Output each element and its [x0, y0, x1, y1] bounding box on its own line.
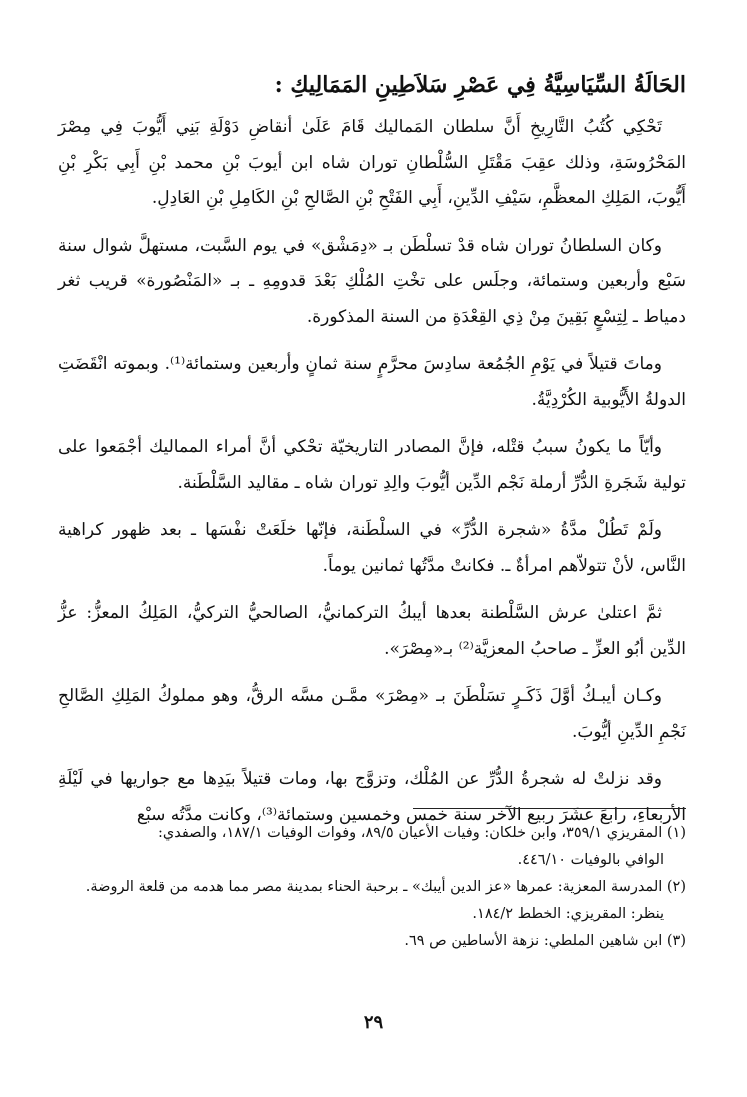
footnote-line: الوافي بالوفيات ٤٤٦/١٠. — [517, 852, 664, 868]
paragraph: وماتَ قتيلاً في يَوْمِ الجُمُعة سادِسَ محرَّمٍ سنة ثمانٍ وأربعين وستمائة⁽¹⁾. وبموته انْقَضَتِ الدولةُ الأَيُّوبية الكُرْدِيَّةُ. — [58, 354, 686, 410]
paragraph: تَحْكِي كُتُبُ التَّارِيخِ أَنَّ سلطان المَماليك قَامَ عَلَىٰ أنقاضِ دَوْلَةِ بَنِي أَيُّوبَ فِي مِصْرَ المَحْرُوسَةِ، وذلك عقِبَ مَقْتَلِ السُّلْطانِ توران شاه ابن أيوبَ بْنِ محمد بْنِ أَبِي بَكْرِ بْنِ أَيُّوبَ، المَلِكِ المعظَّمِ، سَيْفِ الدِّينِ، أَبِي الفَتْحِ بْنِ الصَّالحِ بْنِ الكَامِلِ بْنِ العَادِلِ. — [58, 117, 686, 208]
section-heading: الحَالَةُ السِّيَاسِيَّةُ فِي عَصْرِ سَلاَطِينِ المَمَالِيكِ : — [274, 72, 686, 98]
paragraph: وكان السلطانُ توران شاه قدْ تسلْطَن بـ «دِمَشْق» في يوم السَّبت، مستهلَّ شوال سنة سَبْع وأربعين وستمائة، وجلَس على تخْتِ المُلْكِ بَعْدَ قدومِهِ ـ بـ «المَنْصُورة» قريب ثغر دمياط ـ لِتِسْعٍ بَقِينَ مِنْ ذِي القِعْدَةِ من السنة المذكورة. — [58, 235, 686, 327]
paragraph: وقد نزلتْ له شجرةُ الدُّرِّ عن المُلْك، وتزوَّج بها، ومات قتيلاً بيَدِها مع جواريها في لَيْلَةِ الأربعاءِ، رابعَ عشَرَ ربيع الآخر سنة خمس وخمسين وستمائة⁽³⁾، وكانت مدَّتُه سبْع — [58, 769, 686, 825]
page-number: ٢٩ — [363, 1012, 384, 1033]
footnote-line: (٢) المدرسة المعزية: عمرها «عز الدين أيبك» ـ برحبة الحناء بمدينة مصر مما هدمه من قلعة الروضة. — [85, 879, 686, 895]
footnote-line: ينظر: المقريزي: الخطط ١٨٤/٢. — [472, 906, 664, 922]
main-text — [58, 64, 686, 845]
footnotes — [58, 820, 686, 955]
paragraph: ولَمْ تَطُلْ مدَّةُ «شجرة الدُّرِّ» في السلْطَنة، فإنّها خلَعَتْ نفْسَها ـ بعد ظهور كراهية النَّاس، لأنْ تتولاّهم امرأةٌ ـ. فكانتْ مدَّتُها ثمانين يوماً. — [58, 520, 686, 576]
paragraph: وكـان أيبـكُ أوَّلَ ذَكَـرٍ تسَلْطَنَ بـ «مِصْرَ» ممَّـن مسَّه الرقُّ، وهو مملوكُ المَلِكِ الصَّالحِ نَجْمِ الدِّينِ أيُّوبَ. — [58, 686, 686, 742]
paragraph: وأيّاً ما يكونُ سببُ قتْله، فإنَّ المصادر التاريخيّة تحْكي أنَّ أمراء المماليك أجْمَعوا على تولية شَجَرةِ الدُّرِّ أرملة نَجْم الدِّين أيُّوبَ والِدِ توران شاه ـ مقاليد السَّلْطَنة. — [58, 437, 686, 493]
footnote-line: (٣) ابن شاهين الملطي: نزهة الأساطين ص ٦٩. — [404, 933, 686, 949]
paragraph: ثمَّ اعتلىٰ عرش السَّلْطنة بعدها أيبكُ التركمانيُّ، الصالحيُّ التركيُّ، المَلِكُ المعزُّ: عزُّ الدِّين أبُو العزِّ ـ صاحبُ المعزيَّة⁽²⁾ بـ«مِصْرَ». — [58, 603, 686, 659]
footnote-divider — [413, 808, 686, 809]
footnote-line: (١) المقريزي ٣٥٩/١، وابن خلكان: وفيات الأعيان ٨٩/٥، وفوات الوفيات ١٨٧/١، والصفدي: — [157, 825, 686, 841]
